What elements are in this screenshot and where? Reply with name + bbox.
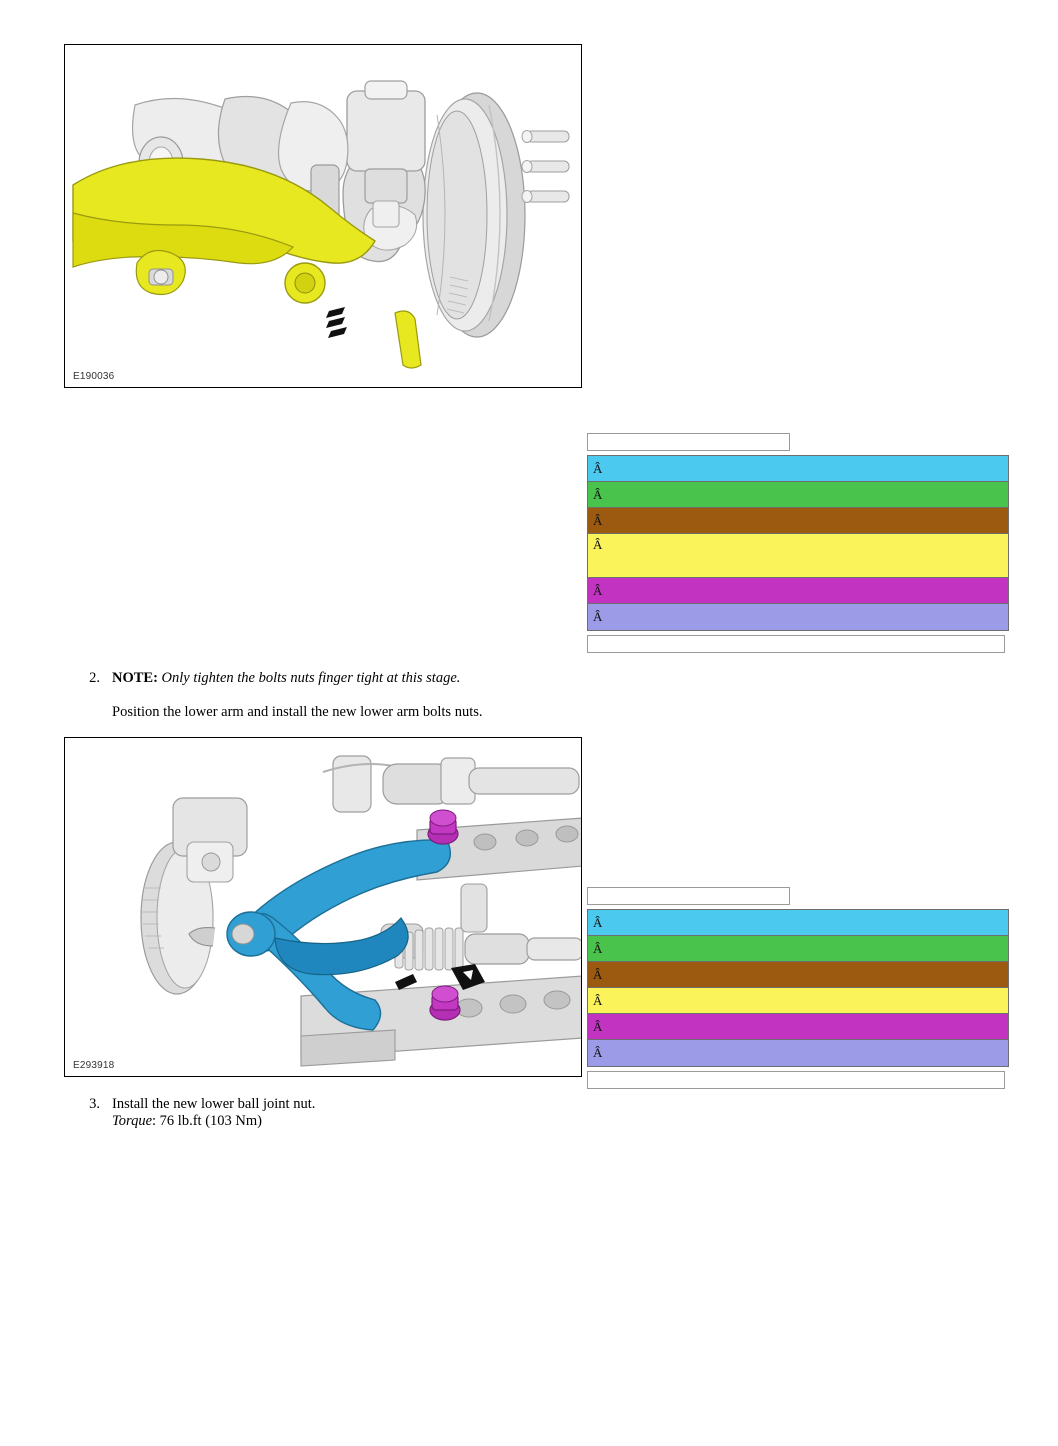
step-2-number: 2. <box>89 670 100 686</box>
legend-1-row[interactable]: Â <box>588 508 1008 534</box>
legend-2-row[interactable]: Â <box>588 988 1008 1014</box>
figure-lower-arm-yellow <box>64 44 582 388</box>
figure-2-id: E293918 <box>73 1060 115 1071</box>
step-2-instruction: Position the lower arm and install the new lower arm bolts nuts. <box>112 704 483 720</box>
torque-value: : 76 lb.ft (103 Nm) <box>152 1113 262 1129</box>
color-legend-2 <box>587 887 1009 1089</box>
note-text: Only tighten the bolts nuts finger tight at this stage. <box>161 670 461 686</box>
step-2-note <box>112 670 678 687</box>
legend-2-row[interactable]: Â <box>588 936 1008 962</box>
legend-1-row[interactable]: Â <box>588 604 1008 630</box>
step-3-number: 3. <box>89 1096 100 1112</box>
step-3 <box>78 1096 678 1130</box>
legend-2-row[interactable]: Â <box>588 1014 1008 1040</box>
legend-2-bottom-field[interactable] <box>587 1071 1005 1089</box>
color-legend-1 <box>587 433 1009 653</box>
legend-2-top-field[interactable] <box>587 887 790 905</box>
legend-1-rows <box>587 455 1009 631</box>
step-3-torque <box>112 1113 678 1130</box>
legend-1-row[interactable]: Â <box>588 578 1008 604</box>
legend-2-row[interactable]: Â <box>588 962 1008 988</box>
step-2 <box>78 670 678 721</box>
step-3-instruction: Install the new lower ball joint nut. <box>112 1096 316 1112</box>
legend-2-rows <box>587 909 1009 1067</box>
legend-1-row[interactable]: Â <box>588 456 1008 482</box>
figure-lower-arm-blue <box>64 737 582 1077</box>
figure-2-illustration <box>65 738 582 1077</box>
legend-1-row[interactable]: Â <box>588 534 1008 578</box>
legend-1-top-field[interactable] <box>587 433 790 451</box>
legend-1-row[interactable]: Â <box>588 482 1008 508</box>
figure-1-id: E190036 <box>73 371 115 382</box>
note-label: NOTE: <box>112 670 158 686</box>
legend-2-row[interactable]: Â <box>588 1040 1008 1066</box>
legend-1-bottom-field[interactable] <box>587 635 1005 653</box>
figure-1-illustration <box>65 45 582 388</box>
torque-label: Torque <box>112 1113 153 1129</box>
legend-2-row[interactable]: Â <box>588 910 1008 936</box>
